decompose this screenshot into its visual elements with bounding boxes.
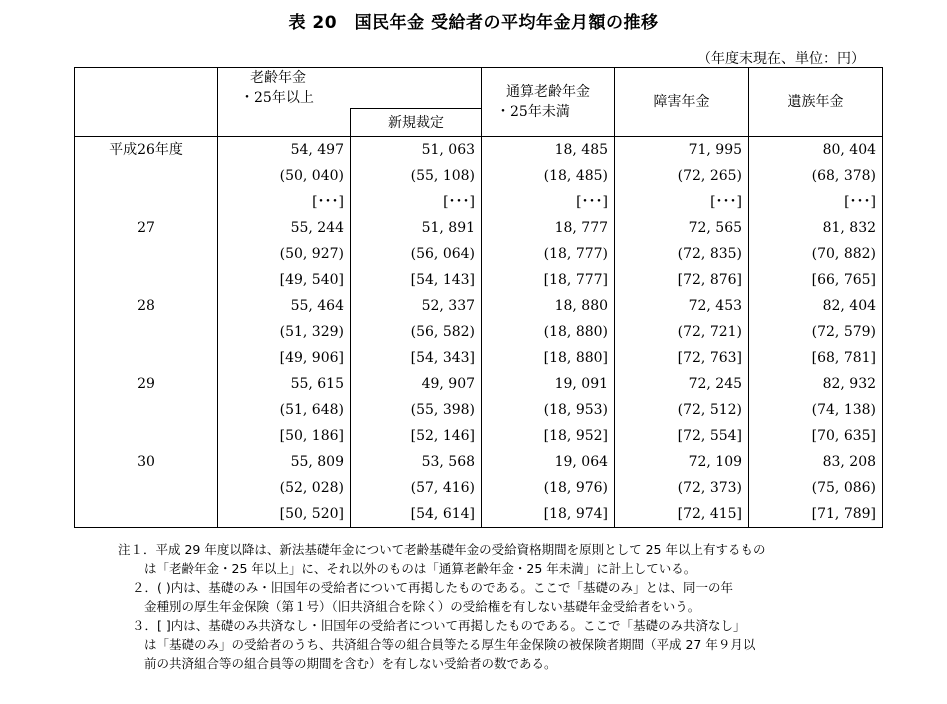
value-cell: (70, 882) xyxy=(749,241,883,267)
value-cell: 72, 245 xyxy=(615,371,749,397)
value-cell: [18, 777] xyxy=(482,267,615,293)
table-row xyxy=(75,371,883,397)
value-cell: [･･･] xyxy=(615,189,749,215)
value-cell: (72, 512) xyxy=(615,397,749,423)
table-row xyxy=(75,293,883,319)
table-title: 表 20 国民年金 受給者の平均年金月額の推移 xyxy=(288,13,659,33)
year-cell xyxy=(75,163,218,189)
note-1-line-2: は「老齢年金・25 年以上」に、それ以外のものは「通算老齢年金・25 年未満」に計上している。 xyxy=(144,561,697,576)
header-tsusan-sub: ・25年未満 xyxy=(496,104,570,120)
value-cell: (18, 953) xyxy=(482,397,615,423)
value-cell: 72, 453 xyxy=(615,293,749,319)
value-cell: 82, 404 xyxy=(749,293,883,319)
value-cell: [66, 765] xyxy=(749,267,883,293)
table-row xyxy=(75,345,883,371)
value-cell: (18, 880) xyxy=(482,319,615,345)
header-survivor: 遺族年金 xyxy=(749,68,883,137)
value-cell: (72, 835) xyxy=(615,241,749,267)
value-cell: [･･･] xyxy=(351,189,482,215)
value-cell: [49, 540] xyxy=(218,267,351,293)
value-cell: [50, 186] xyxy=(218,423,351,449)
value-cell: 19, 091 xyxy=(482,371,615,397)
value-cell: 71, 995 xyxy=(615,137,749,164)
value-cell: 55, 615 xyxy=(218,371,351,397)
value-cell: 51, 063 xyxy=(351,137,482,164)
year-cell xyxy=(75,241,218,267)
note-1-line-1: 注１．平成 29 年度以降は、新法基礎年金について老齢基礎年金の受給資格期間を原則として 25 年以上有するもの xyxy=(118,542,766,557)
footnotes xyxy=(118,540,878,673)
value-cell: [72, 415] xyxy=(615,501,749,528)
year-cell xyxy=(75,501,218,528)
value-cell: (68, 378) xyxy=(749,163,883,189)
header-old-age-spacer xyxy=(218,109,351,137)
year-cell xyxy=(75,345,218,371)
year-cell: 27 xyxy=(75,215,218,241)
value-cell: 19, 064 xyxy=(482,449,615,475)
year-cell xyxy=(75,423,218,449)
value-cell: 54, 497 xyxy=(218,137,351,164)
value-cell: (75, 086) xyxy=(749,475,883,501)
value-cell: (18, 976) xyxy=(482,475,615,501)
value-cell: 55, 464 xyxy=(218,293,351,319)
header-new-award: 新規裁定 xyxy=(351,109,482,137)
value-cell: 82, 932 xyxy=(749,371,883,397)
value-cell: (50, 040) xyxy=(218,163,351,189)
note-2-line-1: ２．( )内は、基礎のみ・旧国年の受給者について再掲したものである。ここで「基礎のみ」とは、同一の年 xyxy=(132,580,733,595)
header-tsusan-label: 通算老齢年金 xyxy=(506,84,591,100)
table-row xyxy=(75,189,883,215)
value-cell: [54, 143] xyxy=(351,267,482,293)
value-cell: (72, 579) xyxy=(749,319,883,345)
value-cell: [68, 781] xyxy=(749,345,883,371)
table-row xyxy=(75,163,883,189)
value-cell: (72, 721) xyxy=(615,319,749,345)
value-cell: [54, 614] xyxy=(351,501,482,528)
value-cell: [72, 876] xyxy=(615,267,749,293)
note-3-line-2: は「基礎のみ」の受給者のうち、共済組合等の組合員等たる厚生年金保険の被保険者期間（平成 27 年９月以 xyxy=(144,637,756,652)
value-cell: 53, 568 xyxy=(351,449,482,475)
header-old-age-sub: ・25年以上 xyxy=(240,90,314,106)
value-cell: 18, 880 xyxy=(482,293,615,319)
table-row xyxy=(75,501,883,528)
value-cell: (51, 648) xyxy=(218,397,351,423)
header-old-age xyxy=(218,68,482,109)
year-cell xyxy=(75,397,218,423)
table-row xyxy=(75,241,883,267)
value-cell: (55, 108) xyxy=(351,163,482,189)
table-row xyxy=(75,449,883,475)
value-cell: (74, 138) xyxy=(749,397,883,423)
table-row xyxy=(75,267,883,293)
year-cell: 29 xyxy=(75,371,218,397)
value-cell: [52, 146] xyxy=(351,423,482,449)
header-year xyxy=(75,68,218,137)
value-cell: 81, 832 xyxy=(749,215,883,241)
value-cell: (18, 777) xyxy=(482,241,615,267)
value-cell: 55, 809 xyxy=(218,449,351,475)
table-row xyxy=(75,475,883,501)
header-old-age-label: 老齢年金 xyxy=(250,70,306,86)
table-row xyxy=(75,215,883,241)
year-cell xyxy=(75,319,218,345)
value-cell: 72, 565 xyxy=(615,215,749,241)
header-disability: 障害年金 xyxy=(615,68,749,137)
value-cell: [･･･] xyxy=(218,189,351,215)
note-3-line-1: ３．[ ]内は、基礎のみ共済なし・旧国年の受給者について再掲したものである。ここで「基礎のみ共済なし」 xyxy=(132,618,746,633)
value-cell: 49, 907 xyxy=(351,371,482,397)
value-cell: 72, 109 xyxy=(615,449,749,475)
value-cell: (52, 028) xyxy=(218,475,351,501)
value-cell: (50, 927) xyxy=(218,241,351,267)
value-cell: 18, 485 xyxy=(482,137,615,164)
value-cell: (18, 485) xyxy=(482,163,615,189)
value-cell: (57, 416) xyxy=(351,475,482,501)
value-cell: (51, 329) xyxy=(218,319,351,345)
value-cell: [･･･] xyxy=(482,189,615,215)
value-cell: [18, 952] xyxy=(482,423,615,449)
value-cell: 80, 404 xyxy=(749,137,883,164)
year-cell: 30 xyxy=(75,449,218,475)
value-cell: (56, 582) xyxy=(351,319,482,345)
value-cell: [50, 520] xyxy=(218,501,351,528)
value-cell: 51, 891 xyxy=(351,215,482,241)
note-2-line-2: 金種別の厚生年金保険（第１号）（旧共済組合を除く）の受給権を有しない基礎年金受給者をいう。 xyxy=(144,599,701,614)
value-cell: 83, 208 xyxy=(749,449,883,475)
note-3-line-3: 前の共済組合等の組合員等の期間を含む）を有しない受給者の数である。 xyxy=(144,656,557,671)
table-row xyxy=(75,137,883,164)
value-cell: 52, 337 xyxy=(351,293,482,319)
value-cell: [･･･] xyxy=(749,189,883,215)
value-cell: 18, 777 xyxy=(482,215,615,241)
pension-table xyxy=(74,67,883,528)
year-cell xyxy=(75,475,218,501)
value-cell: (56, 064) xyxy=(351,241,482,267)
unit-label: （年度末現在、単位：円） xyxy=(697,51,865,67)
value-cell: (72, 373) xyxy=(615,475,749,501)
table-row xyxy=(75,319,883,345)
year-cell xyxy=(75,189,218,215)
value-cell: [18, 880] xyxy=(482,345,615,371)
value-cell: [71, 789] xyxy=(749,501,883,528)
value-cell: (72, 265) xyxy=(615,163,749,189)
header-tsusan xyxy=(482,68,615,137)
value-cell: [72, 554] xyxy=(615,423,749,449)
year-cell xyxy=(75,267,218,293)
value-cell: 55, 244 xyxy=(218,215,351,241)
table-row xyxy=(75,423,883,449)
table-row xyxy=(75,397,883,423)
year-cell: 平成26年度 xyxy=(75,137,218,164)
value-cell: [54, 343] xyxy=(351,345,482,371)
value-cell: [72, 763] xyxy=(615,345,749,371)
value-cell: (55, 398) xyxy=(351,397,482,423)
value-cell: [49, 906] xyxy=(218,345,351,371)
value-cell: [70, 635] xyxy=(749,423,883,449)
value-cell: [18, 974] xyxy=(482,501,615,528)
year-cell: 28 xyxy=(75,293,218,319)
